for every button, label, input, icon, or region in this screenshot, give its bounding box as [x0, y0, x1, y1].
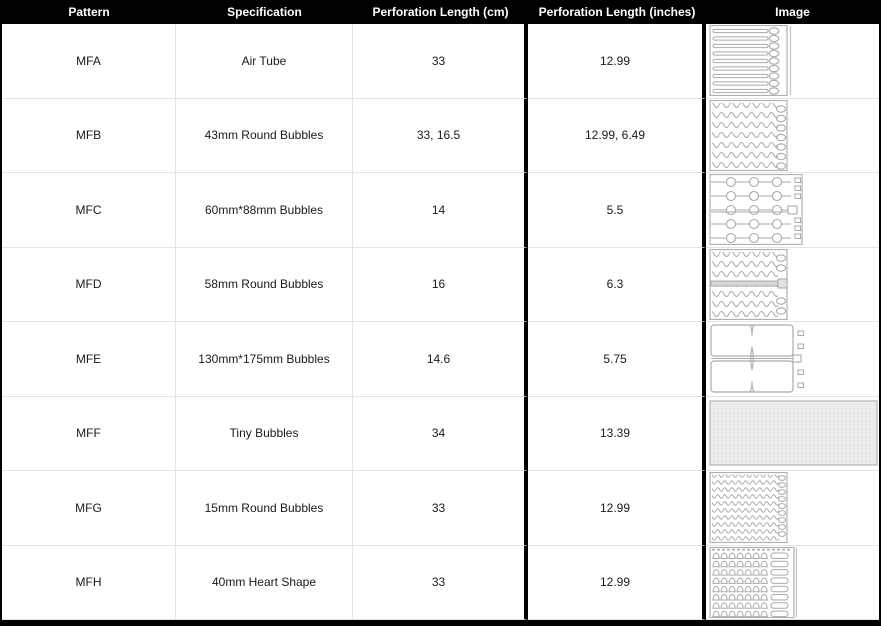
cell-specification: 60mm*88mm Bubbles: [176, 173, 353, 248]
cell-image: [706, 546, 879, 621]
cell-specification: 130mm*175mm Bubbles: [176, 322, 353, 397]
cell-length-inches: 12.99, 6.49: [528, 99, 706, 174]
cell-pattern: MFE: [2, 322, 176, 397]
cell-length-inches: 5.75: [528, 322, 706, 397]
cell-specification: 40mm Heart Shape: [176, 546, 353, 621]
cell-pattern: MFA: [2, 24, 176, 99]
header-specification: Specification: [176, 0, 353, 24]
cell-specification: 58mm Round Bubbles: [176, 248, 353, 323]
bubbles-60x88-pattern-image: [709, 174, 809, 245]
cell-length-inches: 12.99: [528, 546, 706, 621]
cell-length-inches: 6.3: [528, 248, 706, 323]
cell-specification: 15mm Round Bubbles: [176, 471, 353, 546]
cell-pattern: MFB: [2, 99, 176, 174]
cell-image: [706, 24, 879, 99]
cell-pattern: MFH: [2, 546, 176, 621]
bubbles-130x175-pattern-image: [709, 323, 809, 394]
air-tube-pattern-image: [709, 25, 794, 96]
cell-specification: 43mm Round Bubbles: [176, 99, 353, 174]
cell-length-cm: 33: [353, 546, 528, 621]
cell-length-inches: 12.99: [528, 24, 706, 99]
cell-length-cm: 16: [353, 248, 528, 323]
cell-length-inches: 13.39: [528, 397, 706, 472]
round-bubbles-15mm-pattern-image: [709, 472, 794, 543]
cell-length-cm: 33, 16.5: [353, 99, 528, 174]
cell-image: [706, 397, 879, 472]
header-perforation-length-inches: Perforation Length (inches): [528, 0, 706, 24]
cell-length-cm: 34: [353, 397, 528, 472]
cell-length-cm: 14: [353, 173, 528, 248]
cell-length-cm: 33: [353, 471, 528, 546]
cell-length-inches: 12.99: [528, 471, 706, 546]
round-bubbles-43mm-pattern-image: [709, 100, 794, 171]
cell-specification: Tiny Bubbles: [176, 397, 353, 472]
cell-length-cm: 14.6: [353, 322, 528, 397]
cell-length-cm: 33: [353, 24, 528, 99]
cell-length-inches: 5.5: [528, 173, 706, 248]
cell-image: [706, 173, 879, 248]
cell-image: [706, 322, 879, 397]
header-perforation-length-cm: Perforation Length (cm): [353, 0, 528, 24]
header-image: Image: [706, 0, 879, 24]
cell-pattern: MFG: [2, 471, 176, 546]
cell-pattern: MFF: [2, 397, 176, 472]
header-pattern: Pattern: [2, 0, 176, 24]
heart-shape-40mm-pattern-image: [709, 547, 799, 618]
cell-pattern: MFD: [2, 248, 176, 323]
cell-specification: Air Tube: [176, 24, 353, 99]
tiny-bubbles-pattern-image: [709, 400, 879, 467]
cell-image: [706, 248, 879, 323]
cell-image: [706, 471, 879, 546]
cell-pattern: MFC: [2, 173, 176, 248]
round-bubbles-58mm-pattern-image: [709, 249, 794, 320]
cell-image: [706, 99, 879, 174]
